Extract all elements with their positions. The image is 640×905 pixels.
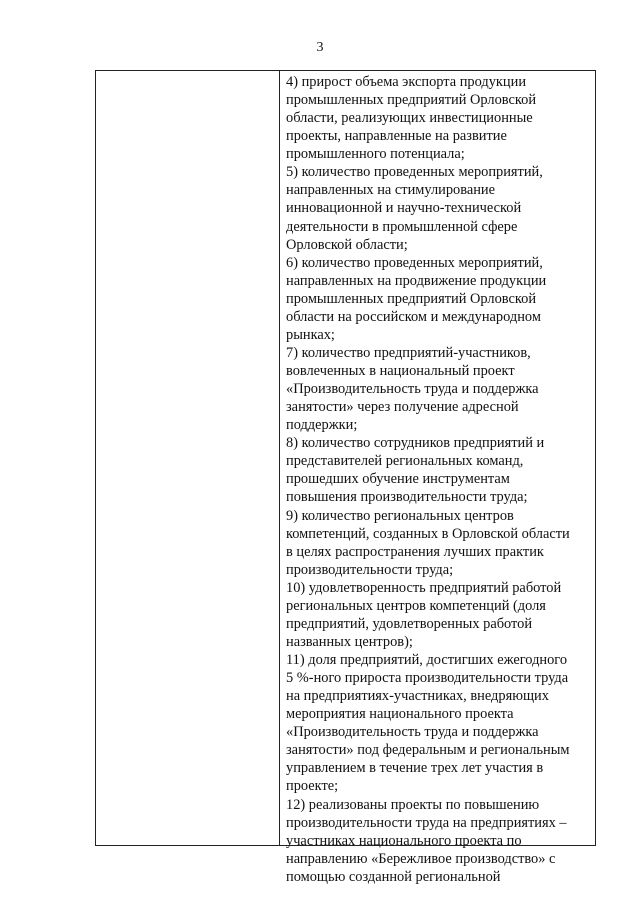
- text-line: компетенций, созданных в Орловской области: [286, 525, 570, 542]
- text-line: промышленного потенциала;: [286, 146, 465, 163]
- text-line: области на российском и международном: [286, 308, 541, 325]
- text-line: мероприятия национального проекта: [286, 706, 514, 723]
- text-line: прошедших обучение инструментам: [286, 471, 510, 488]
- text-line: производительности труда;: [286, 561, 454, 578]
- text-line: повышения производительности труда;: [286, 489, 528, 506]
- table-left-cell: [96, 71, 279, 845]
- text-line: занятости» под федеральным и региональным: [286, 742, 570, 759]
- text-line: направленных на продвижение продукции: [286, 272, 547, 289]
- text-line: региональных центров компетенций (доля: [286, 597, 546, 614]
- text-line: 6) количество проведенных мероприятий,: [286, 254, 543, 271]
- text-line: деятельности в промышленной сфере: [286, 218, 518, 235]
- text-line: предприятий, удовлетворенных работой: [286, 615, 533, 632]
- text-line: участниках национального проекта по: [286, 832, 522, 849]
- text-line: названных центров);: [286, 633, 413, 650]
- text-line: вовлеченных в национальный проект: [286, 363, 515, 379]
- text-line: рынках;: [286, 326, 335, 343]
- text-line: 11) доля предприятий, достигших ежегодного: [286, 652, 568, 668]
- text-line: 10) удовлетворенность предприятий работой: [286, 579, 562, 596]
- text-line: направленных на стимулирование: [286, 182, 496, 199]
- text-line: 7) количество предприятий-участников,: [286, 344, 531, 361]
- text-line: поддержки;: [286, 417, 358, 434]
- text-line: «Производительность труда и поддержка: [286, 724, 539, 741]
- text-line: представителей региональных команд,: [286, 453, 524, 470]
- text-line: 9) количество региональных центров: [286, 507, 514, 524]
- text-line: промышленных предприятий Орловской: [286, 92, 537, 109]
- text-line: занятости» через получение адресной: [286, 399, 519, 416]
- text-line: 4) прирост объема экспорта продукции: [286, 74, 527, 90]
- text-line: направлению «Бережливое производство» с: [286, 850, 556, 867]
- text-line: «Производительность труда и поддержка: [286, 381, 539, 398]
- text-line: инновационной и научно-технической: [286, 200, 522, 217]
- text-line: 8) количество сотрудников предприятий и: [286, 435, 545, 452]
- text-line: на предприятиях-участниках, внедряющих: [286, 688, 549, 705]
- text-line: проекты, направленные на развитие: [286, 128, 507, 145]
- text-line: управлением в течение трех лет участия в: [286, 760, 544, 777]
- text-line: в целях распространения лучших практик: [286, 543, 544, 560]
- text-line: 5 %-ного прироста производительности труда: [286, 670, 569, 687]
- text-line: Орловской области;: [286, 236, 408, 253]
- page-number: 3: [316, 40, 324, 55]
- text-line: 5) количество проведенных мероприятий,: [286, 164, 543, 181]
- table-right-cell: [286, 73, 591, 885]
- text-line: помощью созданной региональной: [286, 868, 501, 885]
- text-line: промышленных предприятий Орловской: [286, 290, 537, 307]
- text-line: проекте;: [286, 778, 339, 795]
- text-line: 12) реализованы проекты по повышению: [286, 796, 540, 813]
- column-divider: [279, 71, 280, 845]
- indicator-table: [95, 70, 596, 885]
- text-line: производительности труда на предприятиях –: [286, 814, 567, 831]
- text-line: области, реализующих инвестиционные: [286, 110, 533, 127]
